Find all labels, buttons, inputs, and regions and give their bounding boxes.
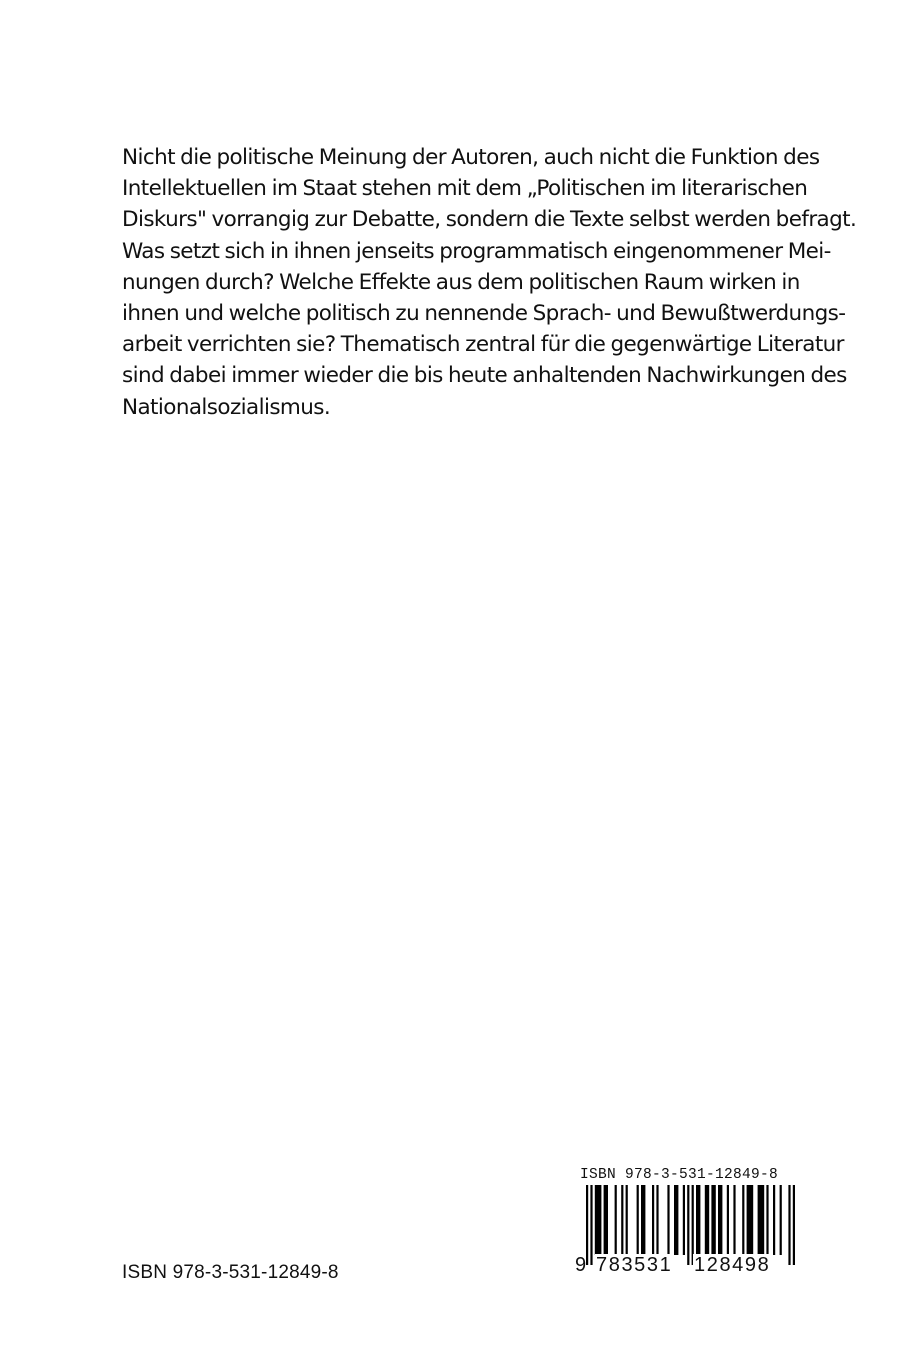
barcode-bar bbox=[621, 1185, 623, 1255]
barcode-bar bbox=[780, 1185, 782, 1255]
barcode-digits-right: 128498 bbox=[694, 1254, 771, 1276]
barcode-bar bbox=[733, 1185, 735, 1255]
blurb-line: Intellektuellen im Staat stehen mit dem „Politischen im literarischen bbox=[122, 176, 808, 202]
blurb-line: Nationalsozialismus. bbox=[122, 394, 331, 420]
barcode-bar bbox=[747, 1185, 754, 1255]
barcode-guard-bar bbox=[590, 1185, 592, 1265]
barcode-bar bbox=[683, 1185, 685, 1255]
barcode-guard-bar bbox=[692, 1185, 694, 1265]
barcode-bar bbox=[652, 1185, 654, 1255]
blurb-line: arbeit verrichten sie? Thematisch zentral für die gegenwärtige Literatur bbox=[122, 332, 844, 358]
barcode-bar bbox=[696, 1185, 700, 1255]
back-cover-blurb bbox=[122, 142, 857, 423]
barcode-bar bbox=[604, 1185, 608, 1255]
barcode-guard-bar bbox=[687, 1185, 689, 1265]
barcode-bar bbox=[626, 1185, 628, 1255]
isbn-footer: ISBN 978-3-531-12849-8 bbox=[122, 1262, 339, 1283]
barcode-guard-bar bbox=[793, 1185, 795, 1265]
blurb-line: ihnen und welche politisch zu nennende Sprach- und Bewußtwerdungs- bbox=[122, 301, 846, 327]
blurb-line: Diskurs" vorrangig zur Debatte, sondern die Texte selbst werden befragt. bbox=[122, 207, 857, 233]
blurb-line: Was setzt sich in ihnen jenseits programmatisch eingenommener Mei- bbox=[122, 238, 831, 264]
barcode-bar bbox=[656, 1185, 658, 1255]
barcode-bar bbox=[766, 1185, 768, 1255]
barcode-isbn-label: ISBN 978-3-531-12849-8 bbox=[580, 1167, 779, 1183]
barcode-bar bbox=[637, 1185, 639, 1255]
barcode-bar bbox=[674, 1185, 678, 1255]
blurb-line: nungen durch? Welche Effekte aus dem politischen Raum wirken in bbox=[122, 269, 800, 295]
barcode-digit-first: 9 bbox=[575, 1254, 587, 1276]
barcode-digits-left: 783531 bbox=[596, 1254, 673, 1276]
barcode-bar bbox=[773, 1185, 775, 1255]
barcode-guard-bar bbox=[788, 1185, 790, 1265]
barcode-bar bbox=[615, 1185, 617, 1255]
barcode-bar bbox=[711, 1185, 715, 1255]
barcode-bar bbox=[641, 1185, 645, 1255]
barcode-bar bbox=[705, 1185, 709, 1255]
barcode-bar bbox=[758, 1185, 765, 1255]
barcode bbox=[575, 1167, 802, 1292]
barcode-bar bbox=[667, 1185, 669, 1255]
blurb-line: sind dabei immer wieder die bis heute anhaltenden Nachwirkungen des bbox=[122, 363, 847, 389]
barcode-bar bbox=[742, 1185, 744, 1255]
blurb-line: Nicht die politische Meinung der Autoren, auch nicht die Funktion des bbox=[122, 145, 820, 170]
barcode-guard-bar bbox=[586, 1185, 588, 1265]
barcode-bar bbox=[595, 1185, 602, 1255]
barcode-bar bbox=[727, 1185, 729, 1255]
barcode-bar bbox=[718, 1185, 722, 1255]
